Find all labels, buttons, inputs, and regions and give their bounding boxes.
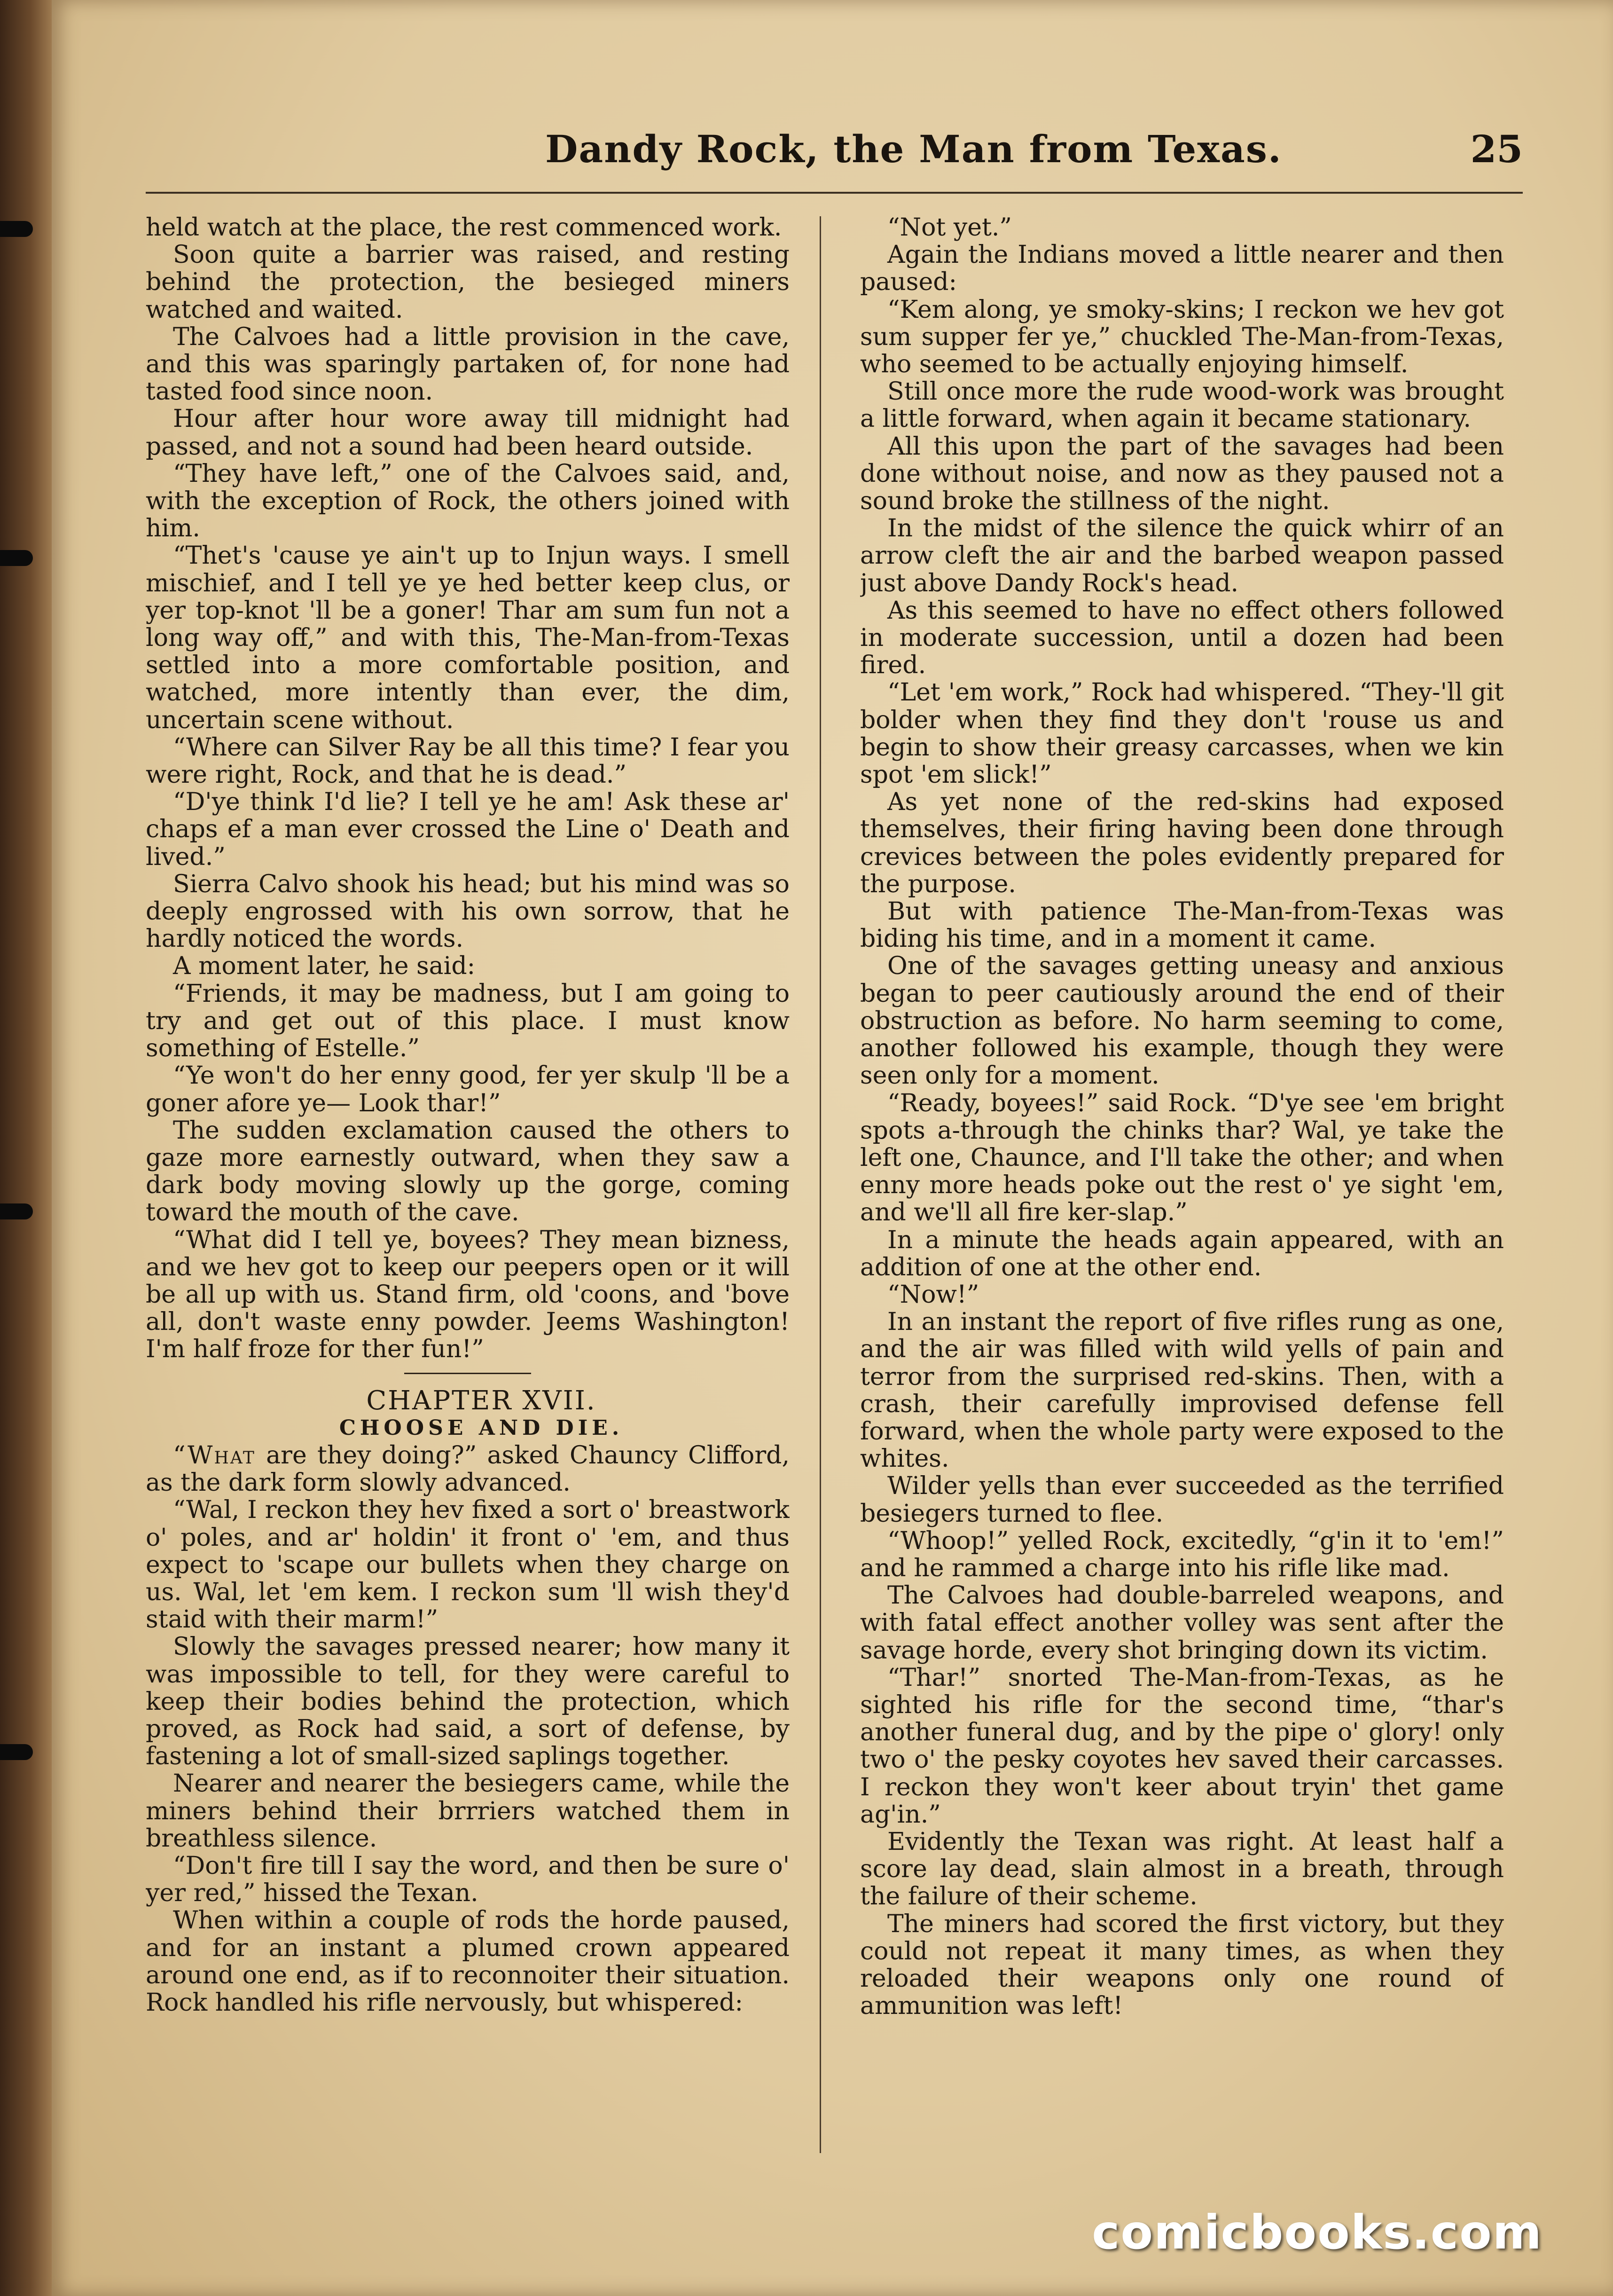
paragraph: “Now!”: [887, 1280, 979, 1309]
paragraph: As yet none of the red-skins had exposed themselves, their firing having been done through crevices between the poles evidently prepared for the purpose.: [860, 788, 1504, 898]
paragraph: Wilder yells than ever succeeded as the terrified besiegers turned to flee.: [860, 1472, 1504, 1528]
binding-stitch: [0, 550, 33, 566]
paragraph: One of the savages getting uneasy and anxious began to peer cautiously around the end of their obstruction as before. No harm seeming to come, another followed his example, though they were seen only for a moment.: [860, 952, 1504, 1090]
chapter-opening-paragraph: [146, 1442, 790, 1496]
chapter-title: CHAPTER XVII.: [366, 1385, 596, 1416]
chapter-opening-text: are they doing?” asked Chauncy Clifford, as the dark form slowly advanced.: [146, 1441, 790, 1497]
paragraph: Again the Indians moved a little nearer and then paused:: [860, 241, 1504, 297]
paragraph: “Thar!” snorted The-Man-from-Texas, as he sighted his rifle for the second time, “thar's another funeral dug, and by the pipe o' glory! only two o' the pesky coyotes hev saved their carcasses. I reckon they won't keer about tryin' thet game ag'in.”: [860, 1663, 1504, 1829]
paragraph: Hour after hour wore away till midnight had passed, and not a sound had been heard outside.: [146, 405, 790, 461]
paragraph: “Let 'em work,” Rock had whispered. “They-'ll git bolder when they find they don't 'rouse us and begin to show their greasy carcasses, when we kin spot 'em slick!”: [860, 678, 1504, 789]
paragraph: Nearer and nearer the besiegers came, while the miners behind their brrriers watched them in breathless silence.: [146, 1769, 790, 1853]
binding-stitch: [0, 1203, 33, 1219]
column-divider: [820, 216, 821, 2153]
paragraph: held watch at the place, the rest commenced work.: [146, 214, 782, 242]
header-rule: [146, 192, 1523, 194]
paragraph: “They have left,” one of the Calvoes said, and, with the exception of Rock, the others joined with him.: [146, 459, 790, 543]
page-number: 25: [1470, 127, 1523, 171]
book-page: [52, 0, 1613, 2296]
left-column: [146, 214, 790, 2155]
binding-spine: [0, 0, 56, 2296]
paragraph: “Friends, it may be madness, but I am going to try and get out of this place. I must know something of Estelle.”: [146, 979, 790, 1063]
paragraph: “Where can Silver Ray be all this time? I fear you were right, Rock, and that he is dead.”: [146, 733, 790, 789]
paragraph: All this upon the part of the savages had been done without noise, and now as they paused not a sound broke the stillness of the night.: [860, 432, 1504, 516]
paragraph: But with patience The-Man-from-Texas was biding his time, and in a moment it came.: [860, 897, 1504, 953]
watermark: comicbooks.com: [1092, 2205, 1543, 2260]
chapter-lead-word: “What: [173, 1441, 256, 1470]
paragraph: “Not yet.”: [887, 214, 1012, 242]
paragraph: “D'ye think I'd lie? I tell ye he am! Ask these ar' chaps ef a man ever crossed the Line o' Death and lived.”: [146, 788, 790, 871]
paragraph: Slowly the savages pressed nearer; how many it was impossible to tell, for they were careful to keep their bodies behind the protection, which proved, as Rock had said, a sort of defense, by fastening a lot of small-sized saplings together.: [146, 1633, 790, 1771]
running-header: [146, 127, 1523, 179]
paragraph: “Ready, boyees!” said Rock. “D'ye see 'em bright spots a-through the chinks thar? Wal, ye take the left one, Chaunce, and I'll take the other; and when enny more heads poke out the rest o' ye sight 'em, and we'll all fire ker-slap.”: [860, 1089, 1504, 1227]
paragraph: In a minute the heads again appeared, with an addition of one at the other end.: [860, 1226, 1504, 1282]
paragraph: The miners had scored the first victory, but they could not repeat it many times, as when they reloaded their weapons only one round of ammunition was left!: [860, 1910, 1504, 2021]
binding-stitch: [0, 1744, 33, 1760]
paragraph: “Don't fire till I say the word, and then be sure o' yer red,” hissed the Texan.: [146, 1851, 790, 1908]
binding-stitch: [0, 221, 33, 237]
paragraph: Soon quite a barrier was raised, and resting behind the protection, the besieged miners watched and waited.: [146, 241, 790, 324]
paragraph: Sierra Calvo shook his head; but his mind was so deeply engrossed with his own sorrow, that he hardly noticed the words.: [146, 870, 790, 953]
section-rule: [404, 1373, 531, 1374]
paragraph: “Ye won't do her enny good, fer yer skulp 'll be a goner afore ye— Look thar!”: [146, 1062, 790, 1117]
paragraph: “What did I tell ye, boyees? They mean bizness, and we hev got to keep our peepers open or it will be all up with us. Stand firm, old 'coons, and 'bove all, don't waste enny powder. Jeems Washington! I'm half froze for ther fun!”: [146, 1226, 790, 1364]
paragraph: As this seemed to have no effect others followed in moderate succession, until a dozen had been fired.: [860, 596, 1504, 680]
paragraph: When within a couple of rods the horde paused, and for an instant a plumed crown appeared around one end, as if to reconnoiter their situation. Rock handled his rifle nervously, but whispered:: [146, 1906, 790, 2017]
paragraph: In the midst of the silence the quick whirr of an arrow cleft the air and the barbed weapon passed just above Dandy Rock's head.: [860, 514, 1504, 598]
paragraph: The sudden exclamation caused the others to gaze more earnestly outward, when they saw a dark body moving slowly up the gorge, coming toward the mouth of the cave.: [146, 1116, 790, 1227]
paragraph: In an instant the report of five rifles rung as one, and the air was filled with wild yells of pain and terror from the surprised red-skins. Then, with a crash, their carefully improvised defense fell forward, when the whole party were exposed to the whites.: [860, 1308, 1504, 1473]
paragraph: A moment later, he said:: [173, 952, 476, 981]
paragraph: “Kem along, ye smoky-skins; I reckon we hev got sum supper fer ye,” chuckled The-Man-from-Texas, who seemed to be actually enjoying himself.: [860, 295, 1504, 379]
paragraph: “Wal, I reckon they hev fixed a sort o' breastwork o' poles, and ar' holdin' it front o' 'em, and thus expect to 'scape our bullets when they charge on us. Wal, let 'em kem. I reckon sum 'll wish they'd staid with their marm!”: [146, 1496, 790, 1634]
right-column: [860, 214, 1504, 2155]
chapter-subtitle: CHOOSE AND DIE.: [339, 1415, 624, 1440]
paragraph: “Whoop!” yelled Rock, excitedly, “g'in it to 'em!” and he rammed a charge into his rifle like mad.: [860, 1526, 1504, 1582]
paragraph: “Thet's 'cause ye ain't up to Injun ways. I smell mischief, and I tell ye ye hed better keep clus, or yer top-knot 'll be a goner! Thar am sum fun not a long way off,” and with this, The-Man-from-Texas settled into a more comfortable position, and watched, more intently than ever, the dim, uncertain scene without.: [146, 542, 790, 734]
paragraph: The Calvoes had double-barreled weapons, and with fatal effect another volley was sent after the savage horde, every shot bringing down its victim.: [860, 1581, 1504, 1665]
running-title: Dandy Rock, the Man from Texas.: [545, 127, 1282, 171]
paragraph: Still once more the rude wood-work was brought a little forward, when again it became stationary.: [860, 377, 1504, 433]
paragraph: The Calvoes had a little provision in the cave, and this was sparingly partaken of, for none had tasted food since noon.: [146, 322, 790, 406]
paragraph: Evidently the Texan was right. At least half a score lay dead, slain almost in a breath, through the failure of their scheme.: [860, 1827, 1504, 1911]
